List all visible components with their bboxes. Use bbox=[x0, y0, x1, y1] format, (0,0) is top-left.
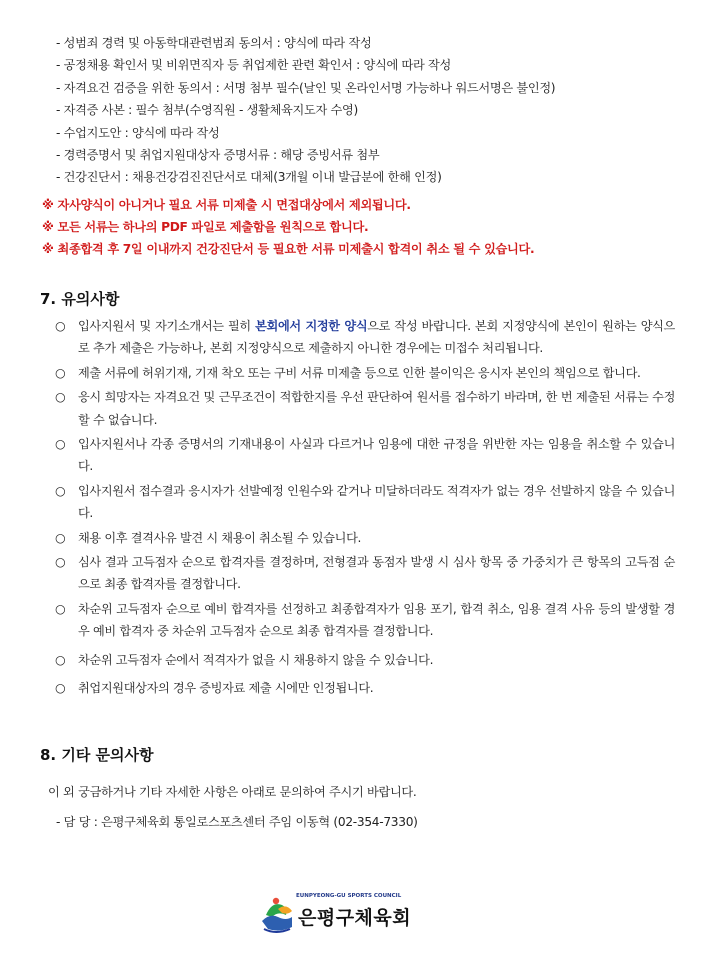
list-item: ○ 차순위 고득점자 순에서 적격자가 없을 시 채용하지 않을 수 있습니다. bbox=[55, 649, 675, 671]
list-item: - 건강진단서 : 채용건강검진진단서로 대체(3개월 이내 발급분에 한해 인정) bbox=[56, 170, 442, 185]
bullet-icon: ○ bbox=[55, 681, 66, 696]
warning-notes bbox=[42, 194, 534, 261]
list-item: - 자격증 사본 : 필수 첨부(수영직원 - 생활체육지도자 수영) bbox=[56, 103, 358, 118]
logo-subtitle: EUNPYEONG-GU SPORTS COUNCIL bbox=[296, 893, 402, 899]
list-item: ○ 취업지원대상자의 경우 증빙자료 제출 시에만 인정됩니다. bbox=[55, 677, 675, 699]
bullet-icon: ○ bbox=[55, 530, 66, 545]
bullet-icon: ○ bbox=[55, 601, 66, 616]
bullet-icon: ○ bbox=[55, 555, 66, 570]
list-item: ○ 입사지원서나 각종 증명서의 기재내용이 사실과 다르거나 임용에 대한 규정을 위반한 자는 임용을 취소할 수 있습니다. bbox=[55, 433, 675, 478]
warning-note: ※ 자사양식이 아니거나 필요 서류 미제출 시 면접대상에서 제외됩니다. bbox=[42, 198, 411, 212]
section-7-title: 7. 유의사항 bbox=[40, 290, 120, 308]
list-item: ○ 채용 이후 결격사유 발견 시 채용이 취소될 수 있습니다. bbox=[55, 527, 675, 549]
list-item: ○ 응시 희망자는 자격요건 및 근무조건이 적합한지를 우선 판단하여 원서를 접수하기 바라며, 한 번 제출된 서류는 수정할 수 없습니다. bbox=[55, 386, 675, 431]
bullet-icon: ○ bbox=[55, 483, 66, 498]
list-item: - 수업지도안 : 양식에 따라 작성 bbox=[56, 125, 220, 140]
highlight-text: 본회에서 지정한 양식 bbox=[255, 319, 368, 333]
list-item: - 공정채용 확인서 및 비위면직자 등 취업제한 관련 확인서 : 양식에 따라 작성 bbox=[56, 58, 451, 73]
list-item: - 자격요건 검증을 위한 동의서 : 서명 첨부 필수(날인 및 온라인서명 가능하나 워드서명은 불인정) bbox=[56, 80, 556, 95]
bullet-icon: ○ bbox=[55, 319, 66, 333]
list-item: - 경력증명서 및 취업지원대상자 증명서류 : 해당 증빙서류 첨부 bbox=[56, 147, 380, 162]
bullet-icon: ○ bbox=[55, 365, 66, 380]
organization-logo bbox=[258, 890, 428, 940]
list-item: ○ 입사지원서 및 자기소개서는 필히 본회에서 지정한 양식으로 작성 바랍니다. 본회 지정양식에 본인이 원하는 양식으로 추가 제출은 가능하나, 본회 지정양식으로 제출하지 아니한 경우에는 미접수 처리됩니다. bbox=[55, 315, 675, 360]
contact-intro: 이 외 궁금하거나 기타 자세한 사항은 아래로 문의하여 주시기 바랍니다. bbox=[48, 785, 417, 799]
logo-name: 은평구체육회 bbox=[298, 907, 412, 929]
precautions-list bbox=[55, 315, 675, 702]
bullet-icon: ○ bbox=[55, 652, 66, 667]
list-item: ○ 제출 서류에 허위기재, 기재 착오 또는 구비 서류 미제출 등으로 인한 불이익은 응시자 본인의 책임으로 합니다. bbox=[55, 362, 675, 384]
list-item: - 성범죄 경력 및 아동학대관련범죄 동의서 : 양식에 따라 작성 bbox=[56, 36, 372, 50]
section-8-title: 8. 기타 문의사항 bbox=[40, 746, 154, 764]
warning-note: ※ 모든 서류는 하나의 PDF 파일로 제출함을 원칙으로 합니다. bbox=[42, 220, 369, 235]
contact-info: - 담 당 : 은평구체육회 통일로스포츠센터 주임 이동혁 (02-354-7330) bbox=[56, 815, 418, 829]
warning-note: ※ 최종합격 후 7일 이내까지 건강진단서 등 필요한 서류 미제출시 합격이 취소 될 수 있습니다. bbox=[42, 242, 535, 257]
bullet-icon: ○ bbox=[55, 390, 66, 405]
bullet-icon: ○ bbox=[55, 437, 66, 452]
list-item: ○ 심사 결과 고득점자 순으로 합격자를 결정하며, 전형결과 동점자 발생 시 심사 항목 중 가중치가 큰 항목의 고득점 순으로 최종 합격자를 결정합니다. bbox=[55, 551, 675, 596]
required-documents-list bbox=[56, 32, 555, 189]
list-item: ○ 차순위 고득점자 순으로 예비 합격자를 선정하고 최종합격자가 임용 포기, 합격 취소, 임용 결격 사유 등의 발생할 경우 예비 합격자 중 차순위 고득점자 순으로 최종 합격자를 결정합니다. bbox=[55, 598, 675, 643]
list-item: ○ 입사지원서 접수결과 응시자가 선발예정 인원수와 같거나 미달하더라도 적격자가 없는 경우 선발하지 않을 수 있습니다. bbox=[55, 480, 675, 525]
logo-mark-icon bbox=[258, 893, 296, 935]
